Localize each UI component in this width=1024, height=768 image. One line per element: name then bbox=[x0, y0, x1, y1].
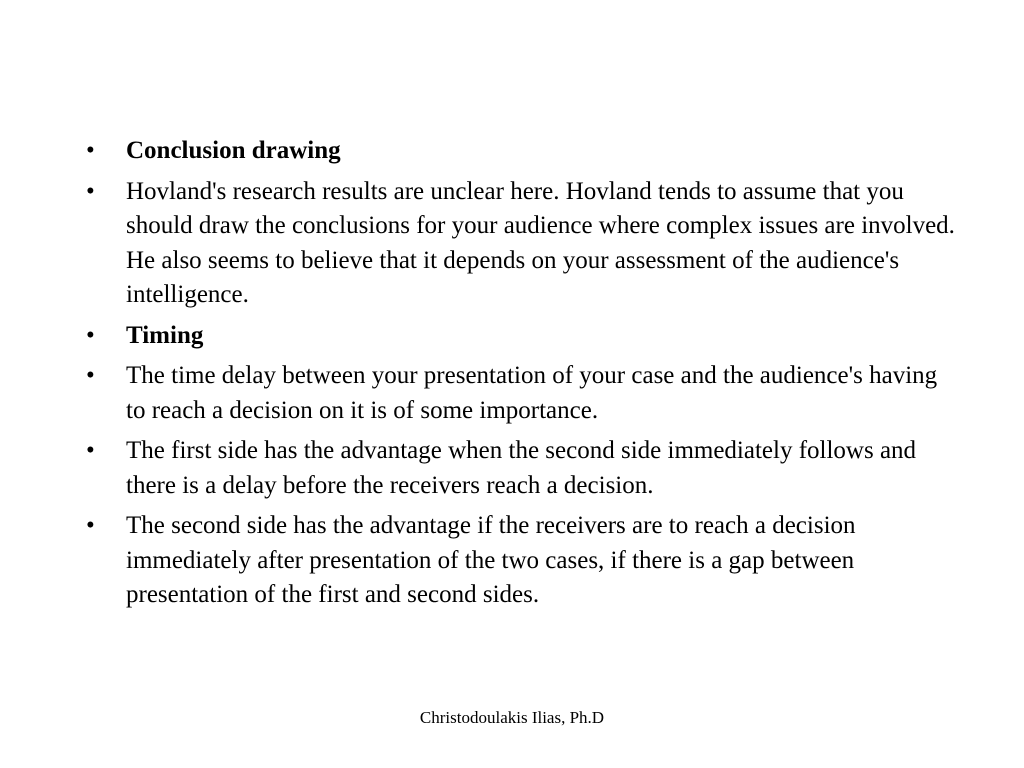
bullet-list bbox=[82, 134, 962, 619]
bullet-text: Hovland's research results are unclear here. Hovland tends to assume that you should draw the conclusions for your audience where complex issues are involved. He also seems to believe that it depends on your assessment of the audience's intelligence. bbox=[126, 177, 955, 308]
slide-footer: Christodoulakis Ilias, Ph.D bbox=[419, 708, 605, 727]
bullet-icon: • bbox=[86, 512, 95, 539]
bullet-item bbox=[82, 509, 962, 613]
bullet-item bbox=[82, 434, 962, 503]
bullet-text: The second side has the advantage if the receivers are to reach a decision immediately after presentation of the two cases, if there is a gap between presentation of the first and second sides. bbox=[126, 512, 856, 608]
bullet-icon: • bbox=[86, 437, 95, 464]
bullet-item-heading bbox=[82, 319, 962, 354]
bullet-icon: • bbox=[86, 321, 95, 349]
bullet-icon: • bbox=[86, 137, 95, 164]
bullet-text: Conclusion drawing bbox=[126, 137, 341, 164]
bullet-item-heading bbox=[82, 134, 962, 169]
bullet-item bbox=[82, 175, 962, 313]
bullet-item bbox=[82, 359, 962, 428]
bullet-text: The time delay between your presentation of your case and the audience's having to reach a decision on it is of some importance. bbox=[126, 362, 938, 424]
bullet-icon: • bbox=[86, 177, 95, 205]
bullet-text: The first side has the advantage when the second side immediately follows and there is a delay before the receivers reach a decision. bbox=[126, 437, 917, 499]
bullet-text: Timing bbox=[126, 321, 204, 349]
bullet-icon: • bbox=[86, 362, 95, 389]
